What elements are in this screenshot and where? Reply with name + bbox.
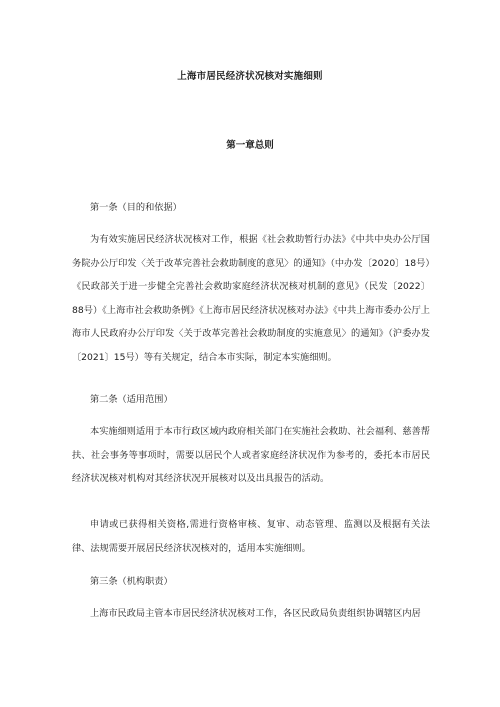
chapter-heading: 第一章总则 (226, 140, 274, 151)
article-3-heading: 第三条（机构职责） (90, 576, 173, 587)
document-title: 上海市居民经济状况核对实施细则 (177, 71, 323, 82)
article-1-heading: 第一条（目的和依据） (90, 202, 182, 213)
article-3-paragraph-1: 上海市民政局主管本市居民经济状况核对工作，各区民政局负责组织协调辖区内居 (90, 608, 421, 619)
article-2-paragraph-2: 申请或已获得相关资格,需进行资格审核、复审、动态管理、监测以及根据有关法律、法规需要开展居民经济状况核对的，适用本实施细则。 (72, 519, 430, 554)
article-2-paragraph-1: 本实施细则适用于本市行政区域内政府相关部门在实施社会救助、社会福利、慈善帮扶、社会事务等事项时，需要以居民个人或者家庭经济状况作为参考的，委托本市居民经济状况核对机构对其经济状况开展核对以及出具报告的活动。 (72, 426, 430, 484)
article-2-heading: 第二条（适用范围） (90, 394, 173, 405)
article-1-paragraph-1: 为有效实施居民经济状况核对工作，根据《社会救助暂行办法》《中共中央办公厅国务院办公厅印发〈关于改革完善社会救助制度的意见〉的通知》（中办发〔2020〕18号）《民政部关于进一步健全完善社会救助家庭经济状况核对机制的意见》（民发〔2022〕88号）《上海市社会救助条例》《上海市居民经济状况核对办法》《中共上海市委办公厅上海市人民政府办公厅印发〈关于改革完善社会救助制度的实施意见〉的通知》（沪委办发〔2021〕15号）等有关规定，结合本市实际，制定本实施细则。 (72, 234, 430, 363)
